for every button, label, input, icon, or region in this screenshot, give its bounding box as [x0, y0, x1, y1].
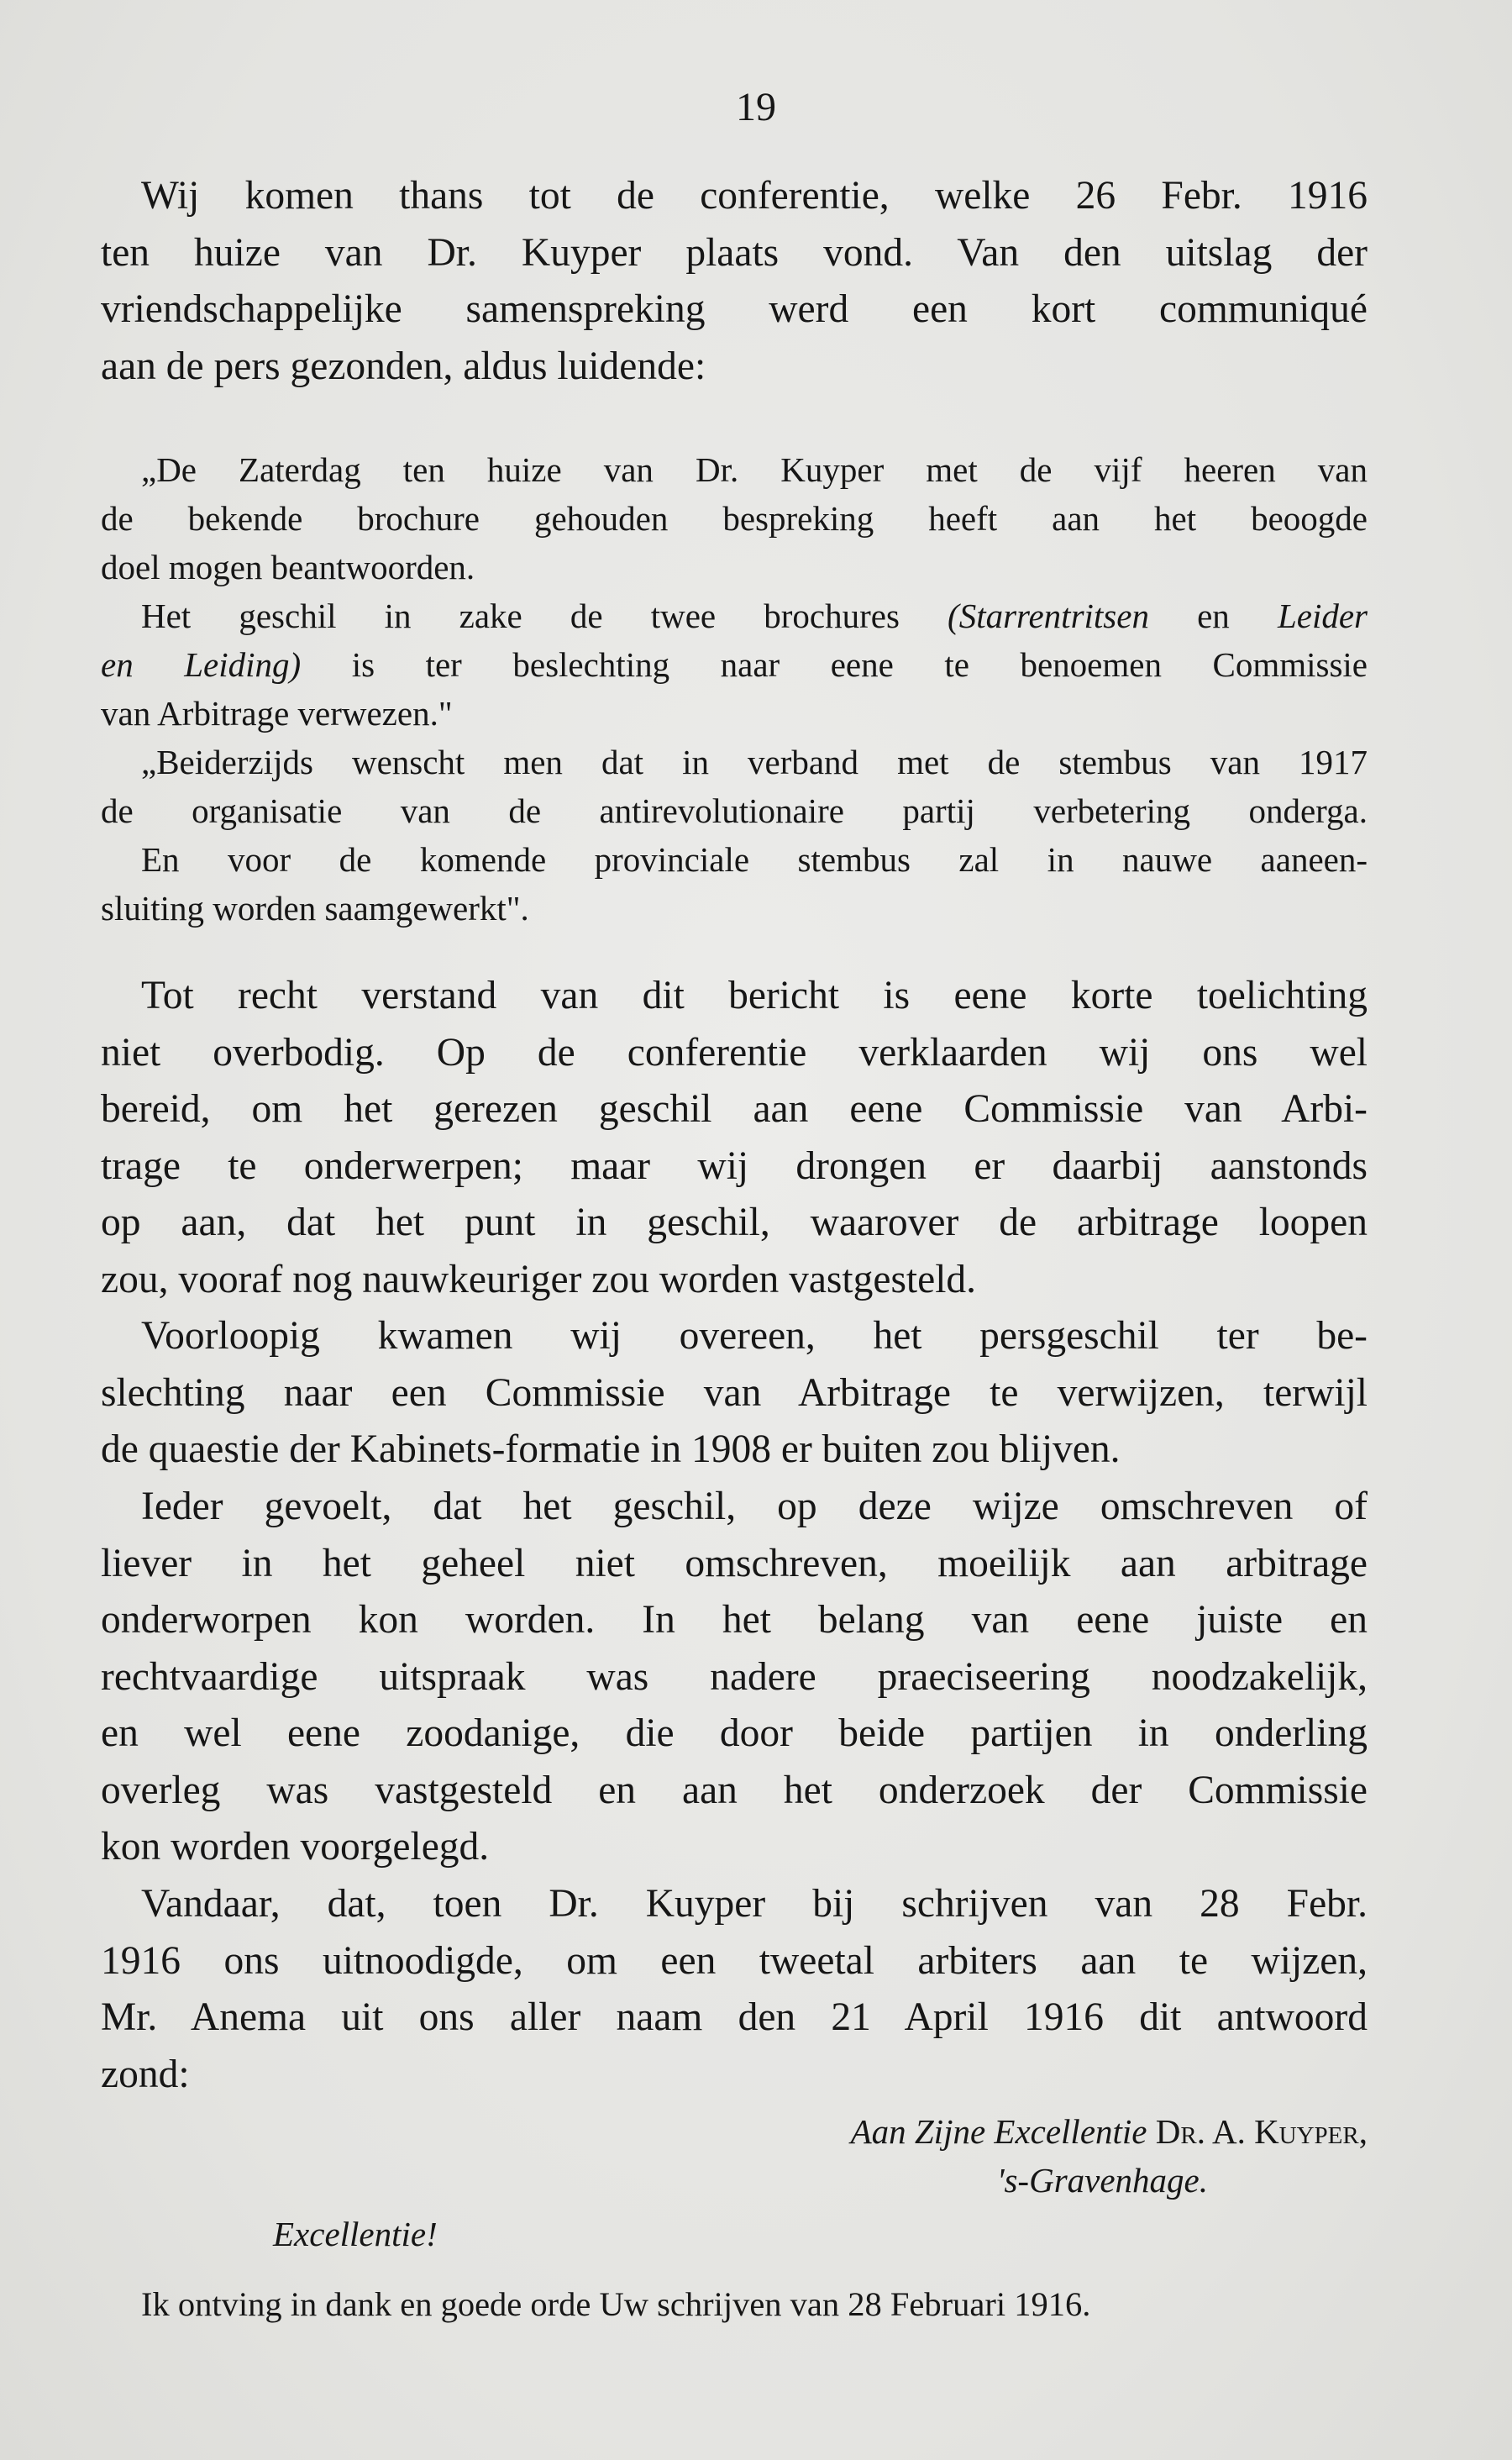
paragraph-arbitration: [101, 1479, 1368, 1876]
text-line: aan de pers gezonden, aldus luidende:: [101, 344, 706, 388]
text-line: Mr. Anema uit ons aller naam den 21 April 1916 dit antwoord: [101, 1995, 1368, 2039]
text-line: de quaestie der Kabinets-formatie in 1908 er buiten zou blijven.: [101, 1427, 1121, 1471]
paragraph-intro: [101, 168, 1368, 395]
text-line: slechting naar een Commissie van Arbitrage te verwijzen, terwijl: [101, 1370, 1368, 1415]
text-line: 1916 ons uitnoodigde, om een tweetal arbiters aan te wijzen,: [101, 1938, 1368, 1983]
text-line: de bekende brochure gehouden bespreking heeft aan het beoogde: [101, 499, 1368, 538]
text-line: [101, 591, 1368, 640]
text-line: zou, vooraf nog nauwkeuriger zou worden vastgesteld.: [101, 1257, 977, 1301]
paragraph-reply: [101, 1876, 1368, 2103]
text-line: zond:: [101, 2052, 190, 2096]
brochure-title: Leider: [1277, 597, 1368, 635]
letter-body: [101, 2280, 1368, 2329]
text-line: „Beiderzijds wenscht men dat in verband met de stembus van 1917: [141, 743, 1368, 781]
text-line: ten huize van Dr. Kuyper plaats vond. Van den uitslag der: [101, 230, 1368, 275]
text-line: En voor de komende provinciale stembus zal in nauwe aaneen-: [141, 840, 1368, 879]
paragraph-explanation: [101, 968, 1368, 1308]
text-line: Voorloopig kwamen wij overeen, het persgeschil ter be-: [141, 1314, 1368, 1358]
text-line: rechtvaardige uitspraak was nadere praeciseering noodzakelijk,: [101, 1654, 1368, 1699]
addressee-name: Dr. A. Kuyper,: [1155, 2112, 1368, 2151]
text-line: van Arbitrage verwezen.": [101, 694, 453, 733]
salutation: Excellentie!: [273, 2215, 438, 2253]
text-line: de organisatie van de antirevolutionaire partij verbetering onderga.: [101, 791, 1368, 830]
brochure-title: (Starrentritsen: [948, 597, 1149, 635]
address-line: [101, 2107, 1368, 2156]
letter-address: [101, 2107, 1368, 2205]
text-line: vriendschappelijke samenspreking werd een kort communiqué: [101, 287, 1368, 331]
text-line: Ik ontving in dank en goede orde Uw schrijven van 28 Februari 1916.: [141, 2285, 1091, 2323]
text-line: Wij komen thans tot de conferentie, welke 26 Febr. 1916: [141, 174, 1368, 218]
text-span: is ter beslechting naar eene te benoemen Commissie: [301, 645, 1368, 684]
text-line: kon worden voorgelegd.: [101, 1825, 490, 1869]
text-line: op aan, dat het punt in geschil, waarover de arbitrage loopen: [101, 1201, 1368, 1244]
text-line: „De Zaterdag ten huize van Dr. Kuyper met de vijf heeren van: [141, 450, 1368, 489]
text-line: en wel eene zoodanige, die door beide partijen in onderling: [101, 1711, 1368, 1755]
letter-salutation: [101, 2210, 1368, 2258]
text-line: trage te onderwerpen; maar wij drongen er daarbij aanstonds: [101, 1143, 1368, 1188]
text-line: Tot recht verstand van dit bericht is eene korte toelichting: [141, 974, 1368, 1017]
text-span: Het geschil in zake de twee brochures: [141, 597, 948, 635]
paragraph-agreement: [101, 1308, 1368, 1479]
text-line: Ieder gevoelt, dat het geschil, op deze wijze omschreven of: [141, 1485, 1368, 1528]
text-line: liever in het geheel niet omschreven, moeilijk aan arbitrage: [101, 1541, 1368, 1585]
communique-quote: [101, 445, 1368, 933]
text-line: [101, 640, 1368, 689]
text-line: bereid, om het gerezen geschil aan eene Commissie van Arbi-: [101, 1087, 1368, 1131]
address-city: 's-Gravenhage.: [996, 2161, 1208, 2200]
text-line: Vandaar, dat, toen Dr. Kuyper bij schrijven van 28 Febr.: [141, 1882, 1368, 1926]
address-prefix: Aan Zijne Excellentie: [850, 2112, 1156, 2151]
text-line: niet overbodig. Op de conferentie verklaarden wij ons wel: [101, 1030, 1368, 1075]
brochure-title: en Leiding): [101, 645, 302, 684]
text-line: overleg was vastgesteld en aan het onderzoek der Commissie: [101, 1768, 1368, 1812]
page-number: 19: [736, 85, 776, 129]
text-line: doel mogen beantwoorden.: [101, 548, 475, 586]
text-span: en: [1148, 597, 1278, 635]
text-line: onderworpen kon worden. In het belang van eene juiste en: [101, 1598, 1368, 1642]
text-line: sluiting worden saamgewerkt".: [101, 889, 529, 928]
